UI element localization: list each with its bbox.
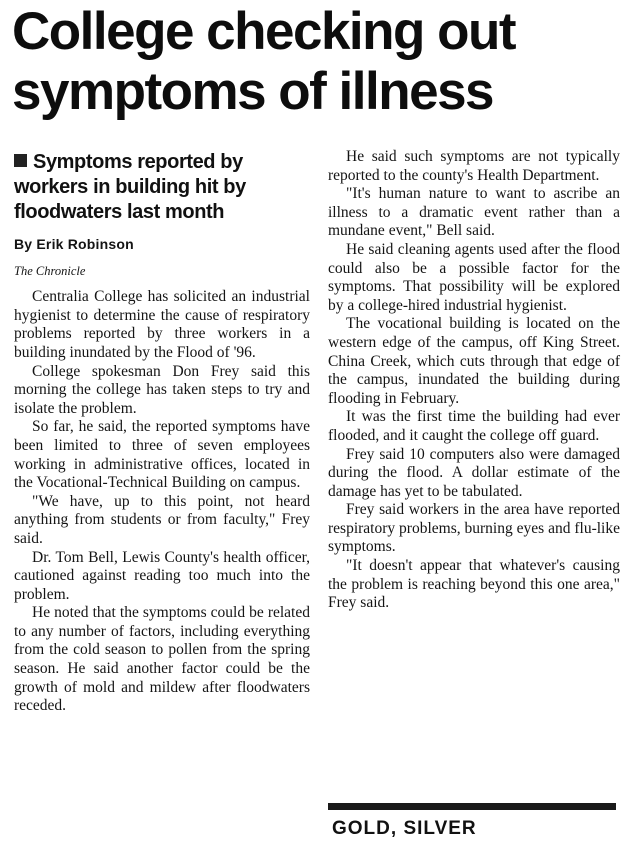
paragraph: He said such symptoms are not typically reported to the county's Health Department.: [328, 148, 620, 184]
right-column: [328, 148, 620, 613]
section-label: GOLD, SILVER: [332, 818, 477, 839]
paragraph: It was the first time the building had ever flooded, and it caught the college off guard.: [328, 408, 620, 444]
paragraph: Dr. Tom Bell, Lewis County's health officer, cautioned against reading too much into the problem.: [14, 548, 310, 603]
paragraph: Frey said workers in the area have reported respiratory problems, burning eyes and flu-like symptoms.: [328, 501, 620, 556]
left-column: [14, 150, 310, 716]
section-rule: [328, 803, 616, 810]
subheadline: [14, 150, 310, 225]
paragraph: Centralia College has solicited an industrial hygienist to determine the cause of respiratory problems reported by three workers in a building inundated by the Flood of '96.: [14, 288, 310, 361]
byline: By Erik Robinson: [14, 236, 134, 252]
source-credit: The Chronicle: [14, 263, 86, 278]
headline: College checking out symptoms of illness: [12, 2, 516, 121]
paragraph: He noted that the symptoms could be related to any number of factors, including everything from the cold season to pollen from the spring season. He said another factor could be the growth of mold and mildew after floodwaters receded.: [14, 604, 310, 715]
paragraph: "It doesn't appear that whatever's causing the problem is reaching beyond this one area," Frey said.: [328, 557, 620, 612]
paragraph: He said cleaning agents used after the flood could also be a possible factor for the symptoms. That possibility will be explored by a college-hired industrial hygienist.: [328, 240, 620, 314]
paragraph: "We have, up to this point, not heard anything from students or from faculty," Frey said.: [14, 492, 310, 547]
square-bullet-icon: [14, 154, 27, 167]
subheadline-text: Symptoms reported by workers in building hit by floodwaters last month: [14, 151, 246, 223]
paragraph: Frey said 10 computers also were damaged during the flood. A dollar estimate of the damage has yet to be tabulated.: [328, 445, 620, 500]
paragraph: So far, he said, the reported symptoms have been limited to three of seven employees working in administrative offices, located in the Vocational-Technical Building on campus.: [14, 418, 310, 492]
paragraph: "It's human nature to want to ascribe an illness to a dramatic event rather than a mundane event," Bell said.: [328, 185, 620, 240]
next-article-section: [328, 803, 616, 840]
paragraph: College spokesman Don Frey said this morning the college has taken steps to try and isolate the problem.: [14, 362, 310, 417]
paragraph: The vocational building is located on the western edge of the campus, off King Street. China Creek, which cuts through that edge of the campus, inundated the building during flooding in February.: [328, 315, 620, 407]
